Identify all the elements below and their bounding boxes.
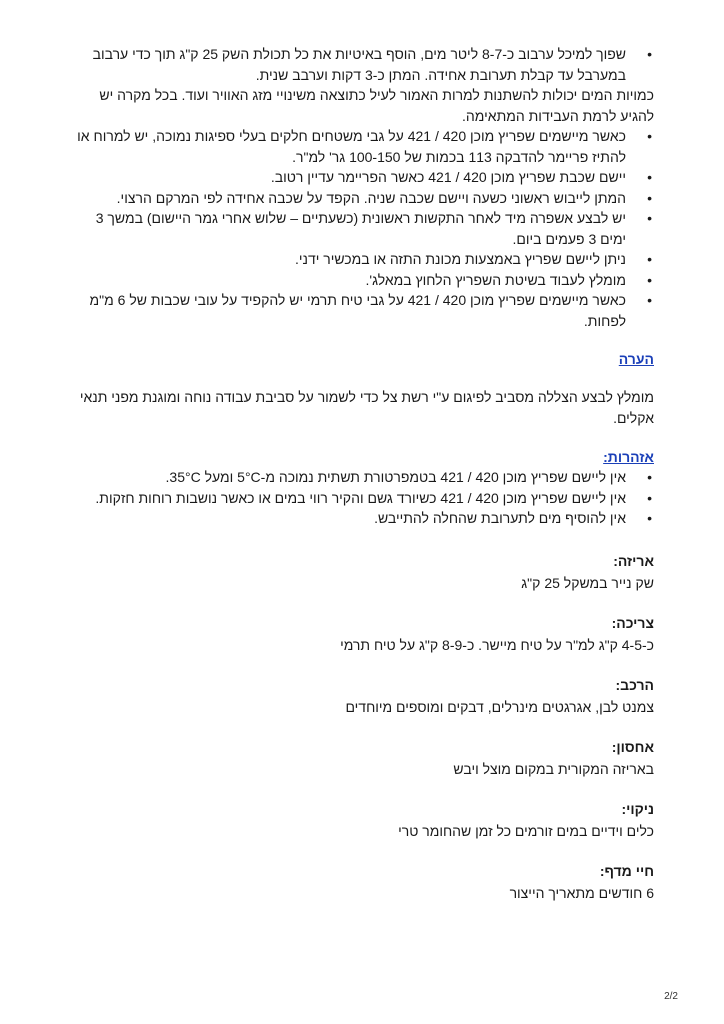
consumption-value: כ-4-5 ק"ג למ"ר על טיח מיישר. כ-8-9 ק"ג על טיח תרמי <box>340 636 654 653</box>
list-item: • כאשר מיישמים שפריץ מוכן 420 / 421 על גבי משטחים חלקים בעלי ספיגות נמוכה, יש למרוח או להתיז פריימר להדבקה 113 בכמות של 100-150 גר' למ"ר. <box>70 126 654 167</box>
list-item: • ניתן ליישם שפריץ באמצעות מכונת התזה או במכשיר ידני. <box>70 249 654 270</box>
list-item-text: שפוך למיכל ערבוב כ-8-7 ליטר מים, הוסף באיטיות את כל תכולת השק 25 ק"ג תוך כדי ערבוב במערבל עד קבלת תערובת אחידה. המתן כ-3 דקות וערבב שנית. <box>92 46 626 83</box>
list-item: • יש לבצע אשפרה מיד לאחר התקשות ראשונית (כשעתיים – שלוש אחרי גמר היישום) במשך 3 ימים 3 פעמים ביום. <box>70 208 654 249</box>
shelf-life-value: 6 חודשים מתאריך הייצור <box>509 884 654 901</box>
warnings-list <box>70 467 654 529</box>
list-item: • מומלץ לעבוד בשיטת השפריץ הלחוץ במאלג'. <box>70 270 654 291</box>
list-item: • יישם שכבת שפריץ מוכן 420 / 421 כאשר הפריימר עדיין רטוב. <box>70 167 654 188</box>
list-item: • אין ליישם שפריץ מוכן 420 / 421 בטמפרטורת תשתית נמוכה מ-5°C ומעל 35°C. <box>70 467 654 488</box>
packaging-label: אריזה: <box>613 552 654 569</box>
composition-label: הרכב: <box>615 676 654 693</box>
instructions-list <box>70 44 654 331</box>
document-page <box>70 44 654 903</box>
list-item: • אין להוסיף מים לתערובת שהחלה להתייבש. <box>70 508 654 529</box>
list-item-note: כמויות המים יכולות להשתנות למרות האמור לעיל כתוצאה משינויי מזג האוויר ועוד. בכל מקרה יש להגיע לרמת העבידות המתאימה. <box>99 87 654 124</box>
composition-value: צמנט לבן, אגרגטים מינרלים, דבקים ומוספים מיוחדים <box>345 698 654 715</box>
cleaning-label: ניקוי: <box>621 800 654 817</box>
list-item: • המתן לייבוש ראשוני כשעה ויישם שכבה שניה. הקפד על שכבה אחידה לפי המרקם הרצוי. <box>70 188 654 209</box>
warnings-heading-link[interactable]: אזהרות: <box>603 449 654 465</box>
storage-label: אחסון: <box>611 738 654 755</box>
list-item <box>70 44 654 126</box>
shelf-life-label: חיי מדף: <box>599 862 654 879</box>
note-paragraph: מומלץ לבצע הצללה מסביב לפיגום ע"י רשת צל כדי לשמור על סביבת עבודה נוחה ומוגנת מפני תנאי אקלים. <box>79 389 654 426</box>
cleaning-value: כלים וידיים במים זורמים כל זמן שהחומר טרי <box>398 822 654 839</box>
note-heading-link[interactable]: הערה <box>618 351 654 367</box>
packaging-value: שק נייר במשקל 25 ק"ג <box>521 574 654 591</box>
consumption-label: צריכה: <box>611 614 654 631</box>
list-item: • כאשר מיישמים שפריץ מוכן 420 / 421 על גבי טיח תרמי יש להקפיד על עובי שכבות של 6 מ"מ לפחות. <box>70 290 654 331</box>
storage-value: באריזה המקורית במקום מוצל ויבש <box>453 760 654 777</box>
list-item: • אין ליישם שפריץ מוכן 420 / 421 כשיורד גשם והקיר רווי במים או כאשר נושבות רוחות חזקות. <box>70 488 654 509</box>
page-number: 2/2 <box>664 991 678 1002</box>
